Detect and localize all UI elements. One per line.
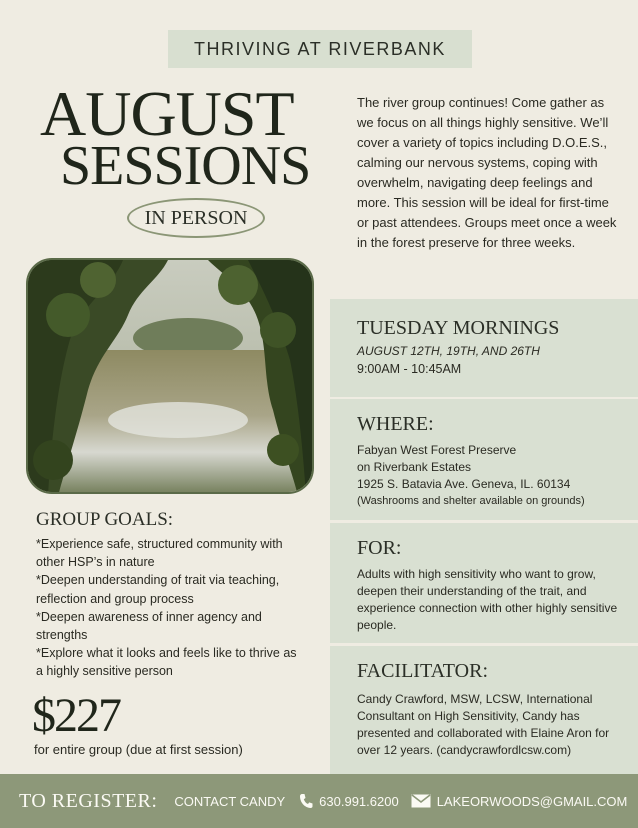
- intro-paragraph: The river group continues! Come gather as we focus on all things highly sensitive. We’ll cover a variety of topics including D.O.E.S., calming our nervous systems, coping with overwhelm, navigating deep feelings and more. This session will be ideal for first-time or past attendees. Groups meet once a week in the forest preserve for three weeks.: [357, 95, 617, 250]
- facilitator-text: Candy Crawford, MSW, LCSW, International Consultant on High Sensitivity, Candy has presented and collaborated with Elaine Aron for over 12 years. (candycrawfordlcsw.com): [357, 692, 610, 757]
- where-address: 1925 S. Batavia Ave. Geneva, IL. 60134: [357, 477, 571, 491]
- where-line-2: on Riverbank Estates: [357, 460, 472, 474]
- envelope-icon: [411, 794, 431, 808]
- session-time: 9:00AM - 10:45AM: [357, 362, 462, 376]
- price-note: for entire group (due at first session): [34, 742, 243, 757]
- where-note: (Washrooms and shelter available on grounds): [357, 495, 585, 507]
- goal-item: *Deepen awareness of inner agency and strengths: [36, 609, 262, 643]
- title-sessions: SESSIONS: [60, 135, 311, 197]
- phone-icon: [299, 793, 313, 809]
- title-august: AUGUST: [40, 78, 294, 149]
- where-heading: WHERE:: [357, 413, 434, 435]
- price-amount: $227: [32, 689, 120, 742]
- where-panel: [330, 399, 638, 520]
- group-goals-list: [36, 535, 306, 681]
- for-heading: FOR:: [357, 537, 402, 559]
- facilitator-panel: [330, 646, 638, 774]
- top-banner: THRIVING AT RIVERBANK: [168, 30, 472, 68]
- goal-item: *Deepen understanding of trait via teaching, reflection and group process: [36, 573, 280, 606]
- when-heading: TUESDAY MORNINGS: [357, 317, 560, 339]
- where-line-1: Fabyan West Forest Preserve: [357, 443, 517, 457]
- goal-item: *Explore what it looks and feels like to thrive as a highly sensitive person: [36, 646, 297, 679]
- session-dates: AUGUST 12TH, 19TH, AND 26TH: [357, 344, 540, 358]
- for-panel: [330, 523, 638, 643]
- email-address[interactable]: LAKEORWOODS@GMAIL.COM: [436, 793, 628, 809]
- for-text: Adults with high sensitivity who want to grow, deepen their understanding of the trait, and experience connection with other highly sensitive people.: [357, 567, 618, 632]
- goal-item: *Experience safe, structured community with other HSP’s in nature: [36, 537, 283, 570]
- footer-bar: [0, 774, 638, 828]
- in-person-badge: IN PERSON: [127, 198, 265, 238]
- group-goals-heading: GROUP GOALS:: [36, 509, 174, 530]
- forest-river-photo: [26, 258, 314, 494]
- phone-number[interactable]: 630.991.6200: [319, 793, 399, 809]
- register-label: TO REGISTER:: [19, 789, 158, 812]
- contact-label: CONTACT CANDY: [174, 793, 286, 809]
- facilitator-heading: FACILITATOR:: [357, 660, 488, 682]
- when-panel: [330, 299, 638, 397]
